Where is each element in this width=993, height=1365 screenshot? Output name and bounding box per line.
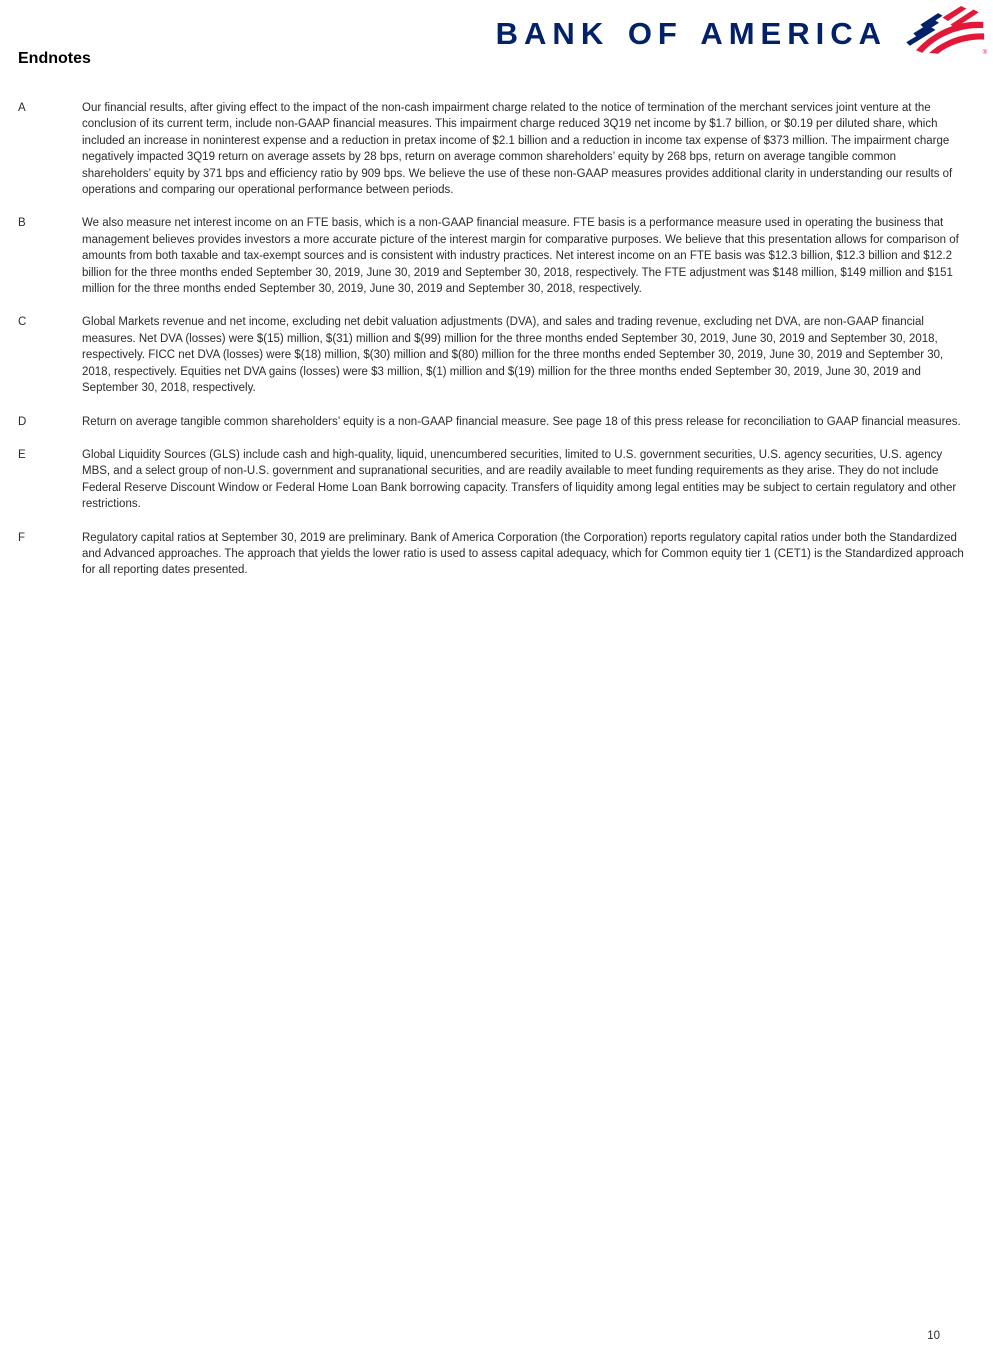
page-number: 10 (927, 1330, 940, 1342)
endnote-letter: C (18, 316, 27, 329)
page-title: Endnotes (18, 50, 91, 67)
endnote-item (18, 414, 966, 430)
endnote-text: We also measure net interest income on an FTE basis, which is a non-GAAP financial measure. FTE basis is a performance measure used in operating the business that management believes provides investors a more accurate picture of the interest margin for comparative purposes. We believe that this presentation allows for comparison of amounts from both taxable and tax-exempt sources and is consistent with industry practices. Net interest income on an FTE basis was $12.3 billion, $12.3 billion and $12.2 billion for the three months ended September 30, 2019, June 30, 2019 and September 30, 2018, respectively. The FTE adjustment was $148 million, $149 million and $151 million for the three months ended September 30, 2019, June 30, 2019 and September 30, 2018, respectively. (82, 217, 959, 296)
endnote-text: Our financial results, after giving effect to the impact of the non-cash impairment charge related to the notice of termination of the merchant services joint venture at the conclusion of its current term, include non-GAAP financial measures. This impairment charge reduced 3Q19 net income by $1.7 billion, or $0.19 per diluted share, which included an increase in noninterest expense and a reduction in pretax income of $2.1 billion and a reduction in income tax expense of $373 million. The impairment charge negatively impacted 3Q19 return on average assets by 28 bps, return on average common shareholders’ equity by 268 bps, return on average tangible common shareholders’ equity by 371 bps and efficiency ratio by 909 bps. We believe the use of these non-GAAP measures provides additional clarity in understanding our results of operations and comparing our operational performance between periods. (82, 102, 953, 197)
endnote-item (18, 100, 966, 198)
bank-of-america-wordmark: BANK OF AMERICA (495, 15, 887, 51)
endnote-text: Regulatory capital ratios at September 30, 2019 are preliminary. Bank of America Corporation (the Corporation) reports regulatory capital ratios under both the Standardized and Advanced approaches. The approach that yields the lower ratio is used to assess capital adequacy, which for Common equity tier 1 (CET1) is the Standardized approach for all reporting dates presented. (82, 531, 964, 577)
endnote-item (18, 215, 966, 297)
endnote-letter: B (18, 217, 26, 230)
endnote-item (18, 530, 966, 579)
endnote-letter: F (18, 531, 26, 544)
endnote-text: Return on average tangible common shareholders’ equity is a non-GAAP financial measure. See page 18 of this press release for reconciliation to GAAP financial measures. (82, 415, 961, 428)
endnote-text: Global Liquidity Sources (GLS) include cash and high-quality, liquid, unencumbered securities, limited to U.S. government securities, U.S. agency securities, U.S. agency MBS, and a select group of non-U.S. government and supranational securities, and are readily available to meet funding requirements as they arise. They do not include Federal Reserve Discount Window or Federal Home Loan Bank borrowing capacity. Transfers of liquidity among legal entities may be subject to certain regulatory and other restrictions. (82, 448, 957, 511)
endnote-letter: A (18, 102, 26, 114)
endnote-item (18, 447, 966, 513)
endnote-letter: E (18, 448, 26, 461)
endnote-letter: D (18, 415, 27, 428)
registered-trademark-symbol: ® (982, 50, 987, 56)
endnote-item (18, 314, 966, 396)
endnote-text: Global Markets revenue and net income, excluding net debit valuation adjustments (DVA), and sales and trading revenue, excluding net DVA, are non-GAAP financial measures. Net DVA (losses) were $(15) million, $(31) million and $(99) million for the three months ended September 30, 2019, June 30, 2019 and September 30, 2018, respectively. FICC net DVA (losses) were $(18) million, $(30) million and $(80) million for the three months ended September 30, 2019, June 30, 2019 and September 30, 2018, respectively. Equities net DVA gains (losses) were $3 million, $(1) million and $(19) million for the three months ended September 30, 2019, June 30, 2019 and September 30, 2018, respectively. (82, 316, 944, 395)
bank-of-america-logo (0, 4, 985, 54)
endnotes-list (18, 100, 966, 596)
bank-of-america-flag-icon (893, 4, 985, 54)
